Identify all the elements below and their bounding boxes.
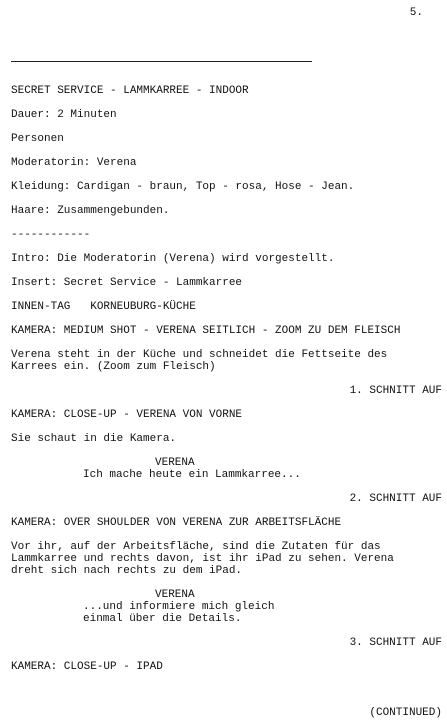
scene-title: SECRET SERVICE - LAMMKARREE - INDOOR (11, 85, 249, 97)
character-cue-2: VERENA (155, 589, 195, 601)
action-line-1b: Karrees ein. (Zoom zum Fleisch) (11, 361, 216, 373)
intro-line: Intro: Die Moderatorin (Verena) wird vorgestellt. (11, 253, 335, 265)
moderator-line: Moderatorin: Verena (11, 157, 137, 169)
camera-direction-1: KAMERA: MEDIUM SHOT - VERENA SEITLICH - ZOOM ZU DEM FLEISCH (11, 325, 401, 337)
page-number: 5. (409, 7, 423, 19)
transition-1: 1. SCHNITT AUF (349, 385, 442, 397)
hair-line: Haare: Zusammengebunden. (11, 205, 170, 217)
camera-direction-2: KAMERA: CLOSE-UP - VERENA VON VORNE (11, 409, 243, 421)
insert-line: Insert: Secret Service - Lammkarree (11, 277, 243, 289)
header-rule (11, 61, 312, 62)
continued-marker: (CONTINUED) (369, 707, 442, 719)
camera-direction-4: KAMERA: CLOSE-UP - IPAD (11, 661, 163, 673)
separator-dashes: ------------ (11, 229, 91, 241)
slugline: INNEN-TAG KORNEUBURG-KÜCHE (11, 301, 196, 313)
camera-direction-3: KAMERA: OVER SHOULDER VON VERENA ZUR ARBEITSFLÄCHE (11, 517, 342, 529)
action-line-3c: dreht sich nach rechts zu dem iPad. (11, 565, 243, 577)
transition-2: 2. SCHNITT AUF (349, 493, 442, 505)
dialogue-2b: einmal über die Details. (83, 613, 242, 625)
persons-heading: Personen (11, 133, 64, 145)
duration-line: Dauer: 2 Minuten (11, 109, 117, 121)
dialogue-1: Ich mache heute ein Lammkarree... (83, 469, 301, 481)
dialogue-2a: ...und informiere mich gleich (83, 601, 275, 613)
character-cue-1: VERENA (155, 457, 195, 469)
action-line-3a: Vor ihr, auf der Arbeitsfläche, sind die Zutaten für das (11, 541, 381, 553)
transition-3: 3. SCHNITT AUF (349, 637, 442, 649)
action-line-1a: Verena steht in der Küche und schneidet die Fettseite des (11, 349, 388, 361)
clothing-line: Kleidung: Cardigan - braun, Top - rosa, Hose - Jean. (11, 181, 355, 193)
action-line-2: Sie schaut in die Kamera. (11, 433, 177, 445)
action-line-3b: Lammkarree und rechts davon, ist ihr iPad zu sehen. Verena (11, 553, 394, 565)
